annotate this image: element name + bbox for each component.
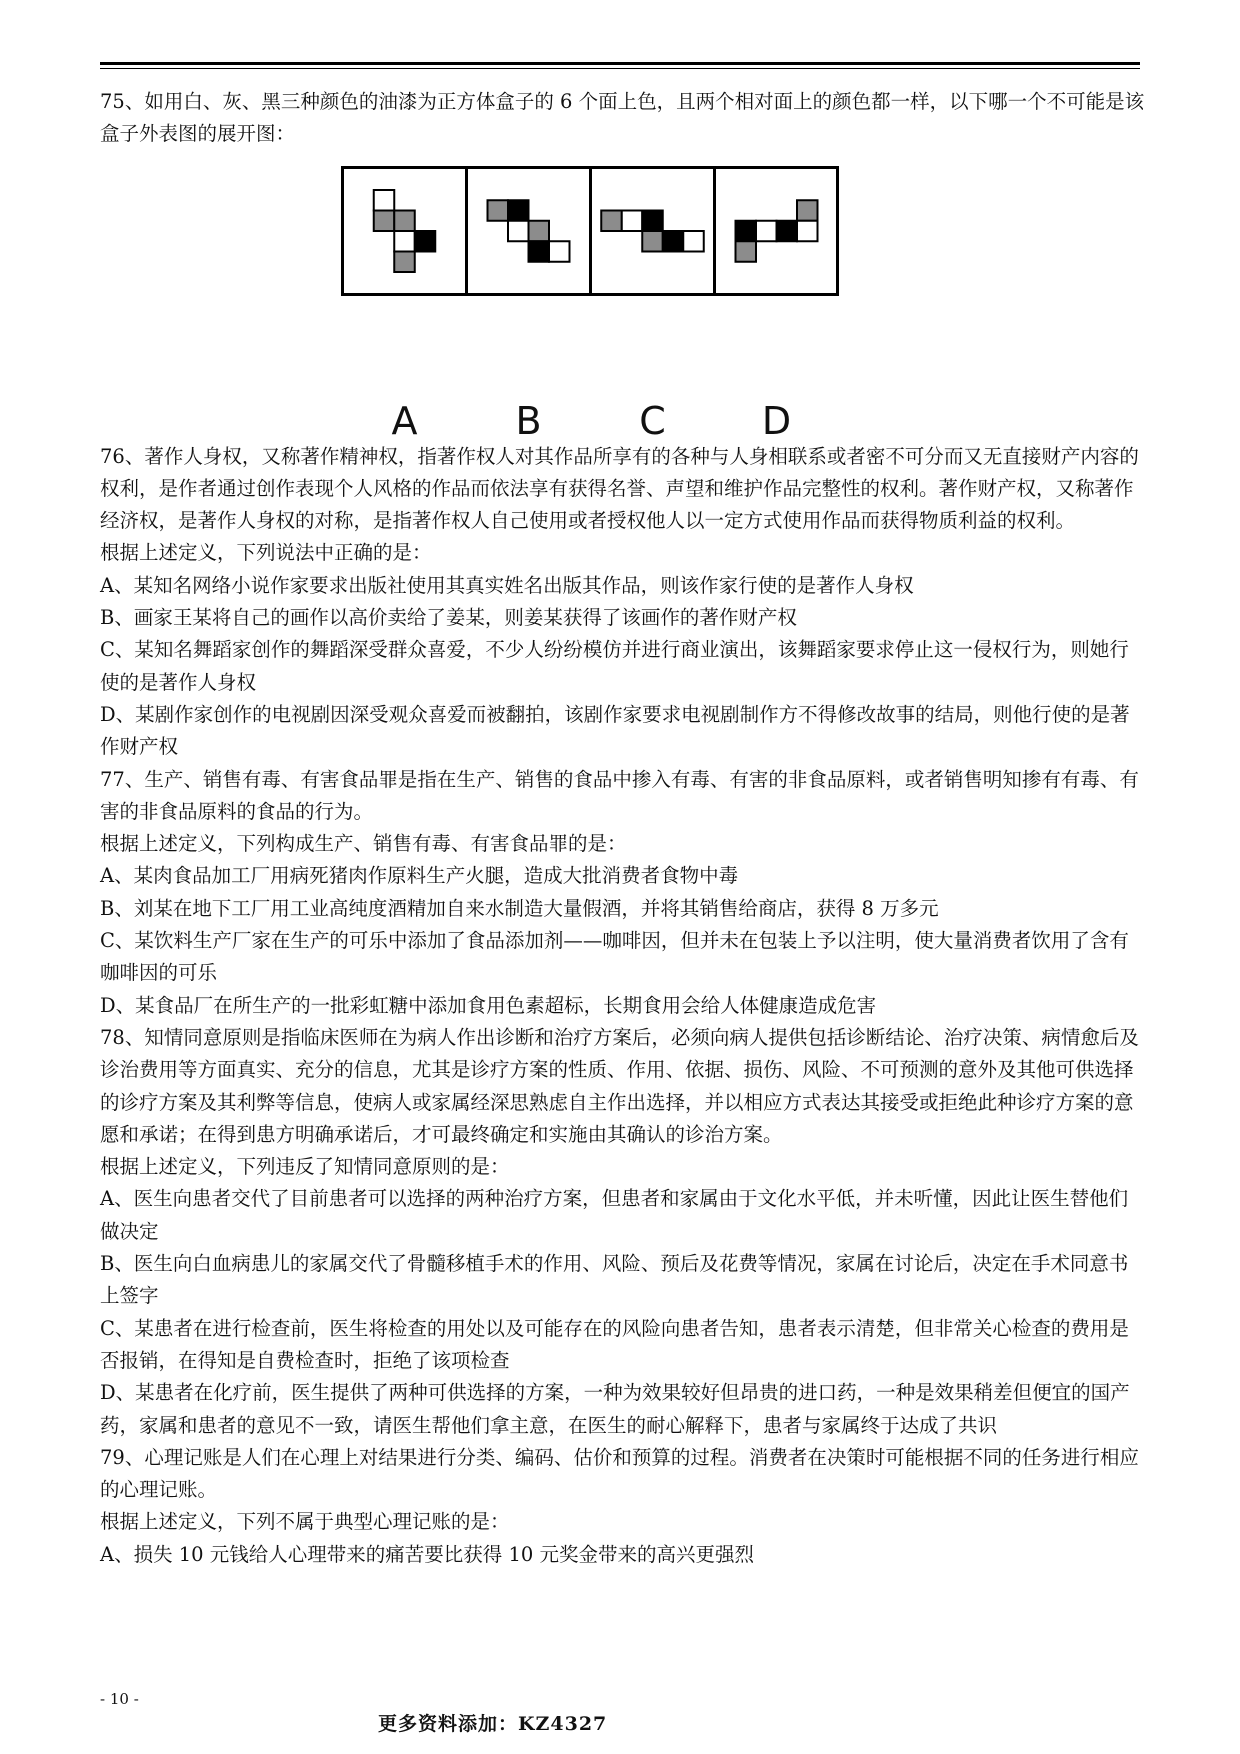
q77-option-c: C、某饮料生产厂家在生产的可乐中添加了食品添加剂——咖啡因，但并未在包装上予以注明，使大量消费者饮用了含有咖啡因的可乐 xyxy=(100,929,1129,985)
header-rule-thin xyxy=(100,68,1140,69)
q78-stem: 78、知情同意原则是指临床医师在为病人作出诊断和治疗方案后，必须向病人提供包括诊断结论、治疗决策、病情愈后及诊治费用等方面真实、充分的信息，尤其是诊疗方案的性质、作用、依据、损伤、风险、不可预测的意外及其他可供选择的诊疗方案及其利弊等信息，使病人或家属经深思熟虑自主作出选择，并以相应方式表达其接受或拒绝此种诊疗方案的意愿和承诺；在得到患方明确承诺后，才可最终确定和实施由其确认的诊治方案。 xyxy=(100,1025,1139,1146)
net-face-gray xyxy=(529,220,550,241)
net-face-black xyxy=(508,200,529,221)
net-face-white xyxy=(549,241,570,262)
footer-note: 更多资料添加：KZ4327 xyxy=(378,1713,608,1735)
net-face-gray xyxy=(394,210,415,231)
cube-net-d xyxy=(736,200,818,262)
net-face-white xyxy=(374,190,395,211)
net-face-gray xyxy=(374,210,395,231)
q77-question: 根据上述定义，下列构成生产、销售有毒、有害食品罪的是： xyxy=(100,832,627,856)
q76-stem: 76、著作人身权，又称著作精神权，指著作权人对其作品所享有的各种与人身相联系或者密不可分而又无直接财产内容的权利，是作者通过创作表现个人风格的作品而依法享有获得名誉、声望和维护作品完整性的权利。著作财产权，又称著作经济权，是著作人身权的对称，是指著作权人自己使用或者授权他人以一定方式使用作品而获得物质利益的权利。 xyxy=(100,444,1139,533)
q76-question: 根据上述定义，下列说法中正确的是： xyxy=(100,541,432,565)
cube-net-b xyxy=(488,200,570,262)
q79-option-a: A、损失 10 元钱给人心理带来的痛苦要比获得 10 元奖金带来的高兴更强烈 xyxy=(100,1542,755,1566)
page-number: - 10 - xyxy=(100,1690,139,1708)
net-face-black xyxy=(415,231,436,252)
q75-stem: 75、如用白、灰、黑三种颜色的油漆为正方体盒子的 6 个面上色，且两个相对面上的颜色都一样，以下哪一个不可能是该盒子外表图的展开图： xyxy=(100,90,1145,146)
net-face-white xyxy=(508,220,529,241)
net-face-gray xyxy=(394,251,415,272)
header-rule-thick xyxy=(100,62,1140,65)
q76-option-b: B、画家王某将自己的画作以高价卖给了姜某，则姜某获得了该画作的著作财产权 xyxy=(100,606,797,630)
q76-option-d: D、某剧作家创作的电视剧因深受观众喜爱而被翻拍，该剧作家要求电视剧制作方不得修改故事的结局，则他行使的是著作财产权 xyxy=(100,702,1130,759)
q77-stem: 77、生产、销售有毒、有害食品罪是指在生产、销售的食品中掺入有毒、有害的非食品原料，或者销售明知掺有有毒、有害的非食品原料的食品的行为。 xyxy=(100,767,1139,823)
option-label-a: A xyxy=(391,398,418,441)
q77-option-b: B、刘某在地下工厂用工业高纯度酒精加自来水制造大量假酒，并将其销售给商店，获得 8 万多元 xyxy=(100,896,939,920)
net-face-black xyxy=(663,231,684,252)
q76-option-c: C、某知名舞蹈家创作的舞蹈深受群众喜爱，不少人纷纷模仿并进行商业演出，该舞蹈家要求停止这一侵权行为，则她行使的是著作人身权 xyxy=(100,638,1129,694)
cube-nets-figure xyxy=(341,166,841,441)
net-face-white xyxy=(683,231,704,252)
net-face-black xyxy=(736,220,757,241)
net-face-gray xyxy=(488,200,509,221)
q77-option-a: A、某肉食品加工厂用病死猪肉作原料生产火腿，造成大批消费者食物中毒 xyxy=(100,864,739,888)
q78-option-d: D、某患者在化疗前，医生提供了两种可供选择的方案，一种为效果较好但昂贵的进口药，一种是效果稍差但便宜的国产药，家属和患者的意见不一致，请医生帮他们拿主意，在医生的耐心解释下，患者与家属终于达成了共识 xyxy=(100,1381,1130,1437)
option-label-b: B xyxy=(515,398,542,441)
net-face-black xyxy=(642,210,663,231)
q78-option-b: B、医生向白血病患儿的家属交代了骨髓移植手术的作用、风险、预后及花费等情况，家属在讨论后，决定在手术同意书上签字 xyxy=(100,1252,1129,1308)
option-label-d: D xyxy=(761,398,792,441)
net-face-gray xyxy=(797,200,818,221)
net-face-black xyxy=(529,241,550,262)
q78-question: 根据上述定义，下列违反了知情同意原则的是： xyxy=(100,1155,510,1179)
page-content xyxy=(100,86,1145,1571)
q79-question: 根据上述定义，下列不属于典型心理记账的是： xyxy=(100,1510,510,1534)
q75-figure xyxy=(100,151,1145,441)
net-face-white xyxy=(622,210,643,231)
cube-net-c xyxy=(601,210,704,251)
q79-stem: 79、心理记账是人们在心理上对结果进行分类、编码、估价和预算的过程。消费者在决策时可能根据不同的任务进行相应的心理记账。 xyxy=(100,1445,1139,1502)
cube-net-a xyxy=(374,190,436,272)
net-face-gray xyxy=(601,210,622,231)
net-face-white xyxy=(756,220,777,241)
q78-option-a: A、医生向患者交代了目前患者可以选择的两种治疗方案，但患者和家属由于文化水平低，并未听懂，因此让医生替他们做决定 xyxy=(100,1187,1129,1243)
q78-option-c: C、某患者在进行检查前，医生将检查的用处以及可能存在的风险向患者告知，患者表示清楚，但非常关心检查的费用是否报销，在得知是自费检查时，拒绝了该项检查 xyxy=(100,1316,1129,1372)
net-face-white xyxy=(394,231,415,252)
q76-option-a: A、某知名网络小说作家要求出版社使用其真实姓名出版其作品，则该作家行使的是著作人身权 xyxy=(100,573,914,597)
net-face-white xyxy=(797,220,818,241)
q77-option-d: D、某食品厂在所生产的一批彩虹糖中添加食用色素超标，长期食用会给人体健康造成危害 xyxy=(100,993,877,1017)
net-face-black xyxy=(777,220,798,241)
net-face-gray xyxy=(736,241,757,262)
net-face-gray xyxy=(642,231,663,252)
option-label-c: C xyxy=(639,398,666,441)
